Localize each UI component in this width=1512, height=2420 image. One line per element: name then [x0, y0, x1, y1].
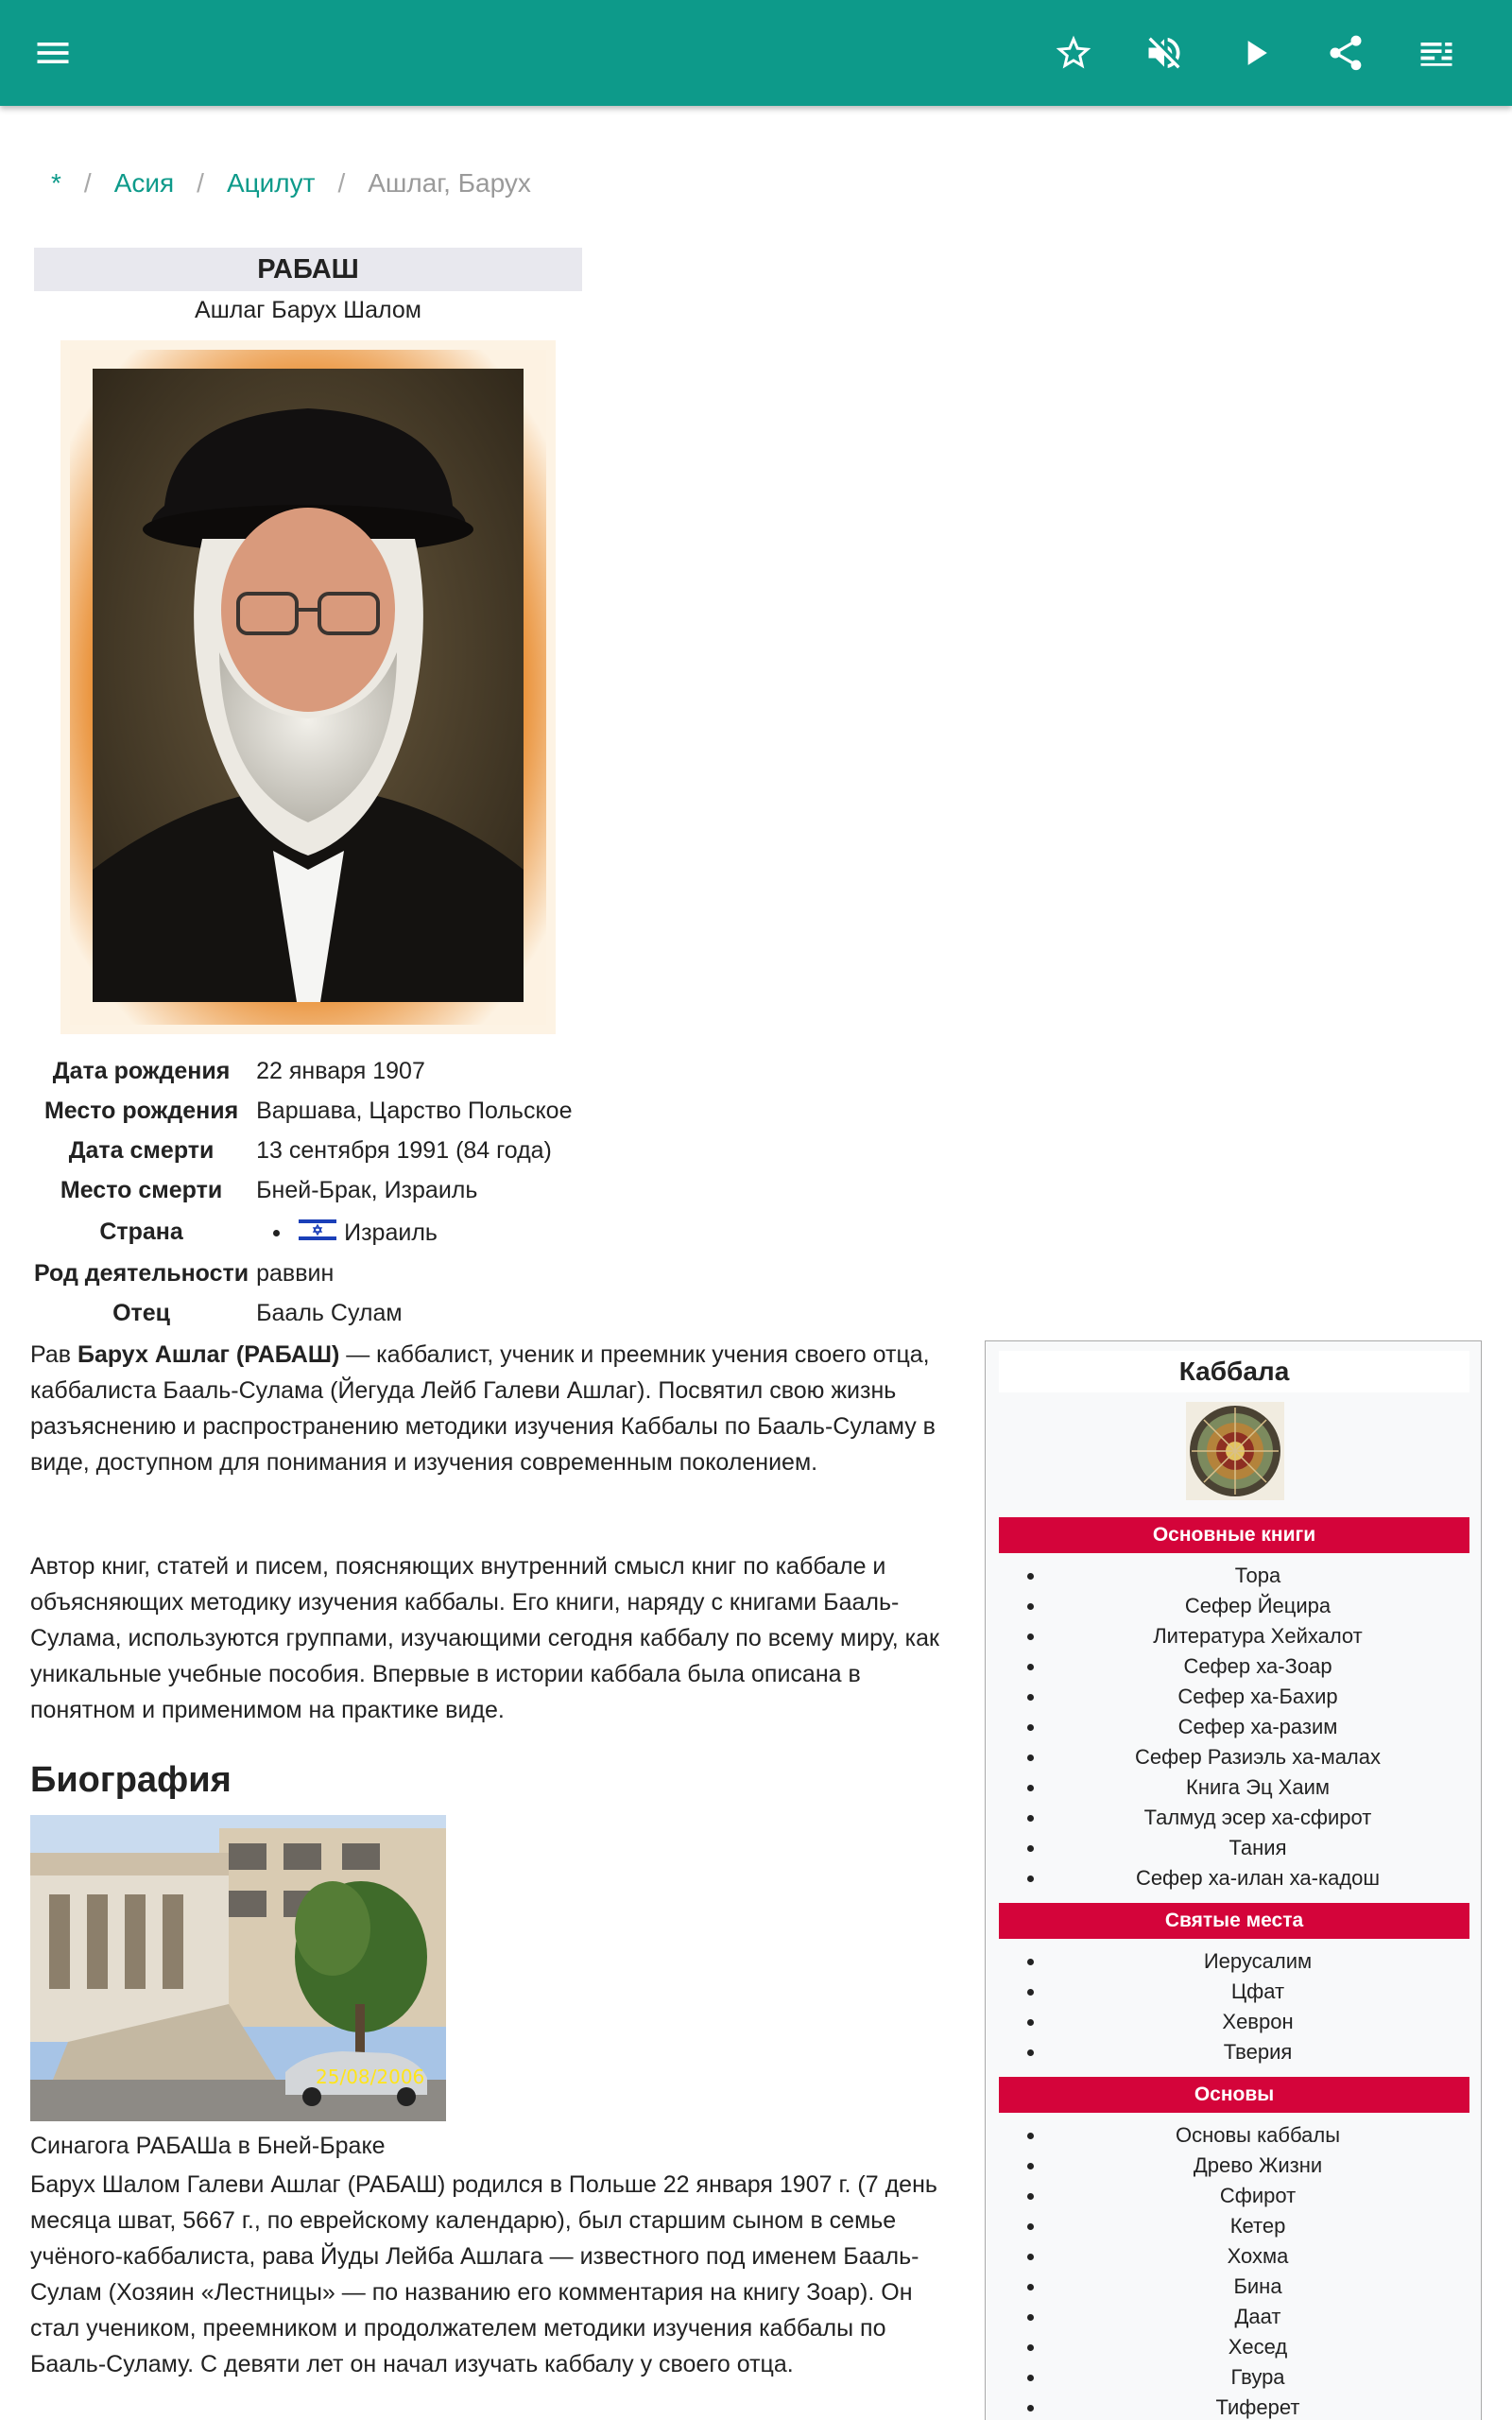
navbox-link[interactable]: Сфирот: [999, 2181, 1469, 2211]
infobox-row: [34, 1131, 572, 1170]
navbox-link[interactable]: Талмуд эсер ха-сфирот: [999, 1803, 1469, 1833]
navbox-link[interactable]: Цфат: [999, 1977, 1469, 2007]
infobox-label: Страна: [99, 1218, 183, 1245]
navbox-link[interactable]: Кетер: [999, 2211, 1469, 2241]
intro-prefix: Рав: [30, 1341, 77, 1368]
infobox-row: [34, 1293, 572, 1333]
infobox-row: [34, 1051, 572, 1091]
infobox-row: [34, 1091, 572, 1131]
menu-button[interactable]: [23, 23, 83, 83]
navbox-link[interactable]: Тания: [999, 1833, 1469, 1863]
bullet: [273, 1230, 280, 1236]
navbox-list-main-books: [999, 1561, 1469, 1893]
favorite-button[interactable]: [1043, 23, 1104, 83]
breadcrumb-separator: /: [337, 168, 346, 198]
navbox-link[interactable]: Древо Жизни: [999, 2151, 1469, 2181]
infobox-row: [34, 1253, 572, 1293]
infobox-value[interactable]: 13 сентября 1991 (84 года): [256, 1136, 552, 1164]
navbox-link[interactable]: Литература Хейхалот: [999, 1621, 1469, 1651]
navbox-section-holy-places[interactable]: Святые места: [999, 1903, 1469, 1939]
portrait-image[interactable]: [60, 340, 556, 1034]
intro-paragraph: [30, 1337, 956, 1480]
infobox-country: [252, 1210, 572, 1253]
breadcrumb-separator: /: [197, 168, 204, 198]
breadcrumb-link-root[interactable]: *: [51, 168, 61, 198]
breadcrumb: [51, 168, 531, 199]
infobox-title: РАБАШ: [34, 248, 582, 291]
infobox-row: [34, 1210, 572, 1253]
navbox-link[interactable]: Сефер ха-Бахир: [999, 1682, 1469, 1712]
navbox-link[interactable]: Хеврон: [999, 2007, 1469, 2037]
navbox-link[interactable]: Даат: [999, 2302, 1469, 2332]
play-icon: [1234, 32, 1276, 74]
infobox-value[interactable]: Бааль Сулам: [256, 1299, 403, 1326]
navbox-title[interactable]: Каббала: [999, 1351, 1469, 1392]
navbox-link[interactable]: Иерусалим: [999, 1946, 1469, 1977]
infobox-value[interactable]: Бней-Брак, Израиль: [256, 1176, 478, 1203]
breadcrumb-current: Ашлаг, Барух: [368, 168, 531, 198]
infobox-value[interactable]: 22 января 1907: [256, 1057, 425, 1084]
navbox-link[interactable]: Сефер Йецира: [999, 1591, 1469, 1621]
israel-flag-icon: [299, 1218, 336, 1242]
navbox-link[interactable]: Тора: [999, 1561, 1469, 1591]
contents-button[interactable]: [1406, 23, 1467, 83]
infobox-label: Дата смерти: [68, 1136, 215, 1164]
infobox-subtitle: Ашлаг Барух Шалом: [195, 297, 421, 323]
kabbalah-navbox: [985, 1340, 1482, 2420]
navbox-list-basics: [999, 2120, 1469, 2420]
playlist-icon: [1416, 32, 1457, 74]
navbox-link[interactable]: Гвура: [999, 2362, 1469, 2393]
navbox-link[interactable]: Сефер ха-илан ха-кадош: [999, 1863, 1469, 1893]
about-paragraph: Автор книг, статей и писем, поясняющих внутренний смысл книг по каббале и объясняющих методику изучения каббалы. Его книги, наряду с книгами Бааль-Сулама, используются группами, изучающими сегодня каббалу по всему миру, как уникальные учебные пособия. Впервые в истории каббала была описана в понятном и применимом на практике виде.: [30, 1553, 939, 1723]
volume-off-icon: [1143, 32, 1185, 74]
biography-paragraph: Барух Шалом Галеви Ашлаг (РАБАШ) родился в Польше 22 января 1907 г. (7 день месяца шват, 5667 г., по еврейскому календарю), был старшим сыном в семье учёного-каббалиста, рава Йуды Лейба Ашлага — известного под именем Бааль-Сулам (Хозяин «Лестницы» — по названию его комментария на книгу Зоар). Он стал учеником, преемником и продолжателем методики изучения каббалы по Бааль-Суламу. С девяти лет он начал изучать каббалу у своего отца.: [30, 2171, 937, 2377]
infobox-value[interactable]: Варшава, Царство Польское: [256, 1097, 573, 1124]
play-button[interactable]: [1225, 23, 1285, 83]
navbox-link[interactable]: Основы каббалы: [999, 2120, 1469, 2151]
intro-text: — каббалист, ученик и преемник учения своего отца, каббалиста Бааль-Сулама (Йегуда Лейб Галеви Ашлаг). Посвятил свою жизнь разъяснению и распространению методики изучения Каббалы по Бааль-Суламу в виде, доступном для понимания и изучения современным поколением.: [30, 1341, 936, 1476]
kabbalah-emblem-image[interactable]: [1186, 1402, 1284, 1500]
infobox-label: Отец: [112, 1299, 171, 1326]
infobox-country-link[interactable]: Израиль: [344, 1219, 438, 1246]
infobox-label: Дата рождения: [52, 1057, 231, 1084]
synagogue-photo[interactable]: [30, 1815, 446, 2121]
navbox-link[interactable]: Бина: [999, 2272, 1469, 2302]
share-button[interactable]: [1315, 23, 1376, 83]
infobox-value[interactable]: раввин: [256, 1259, 335, 1287]
navbox-link[interactable]: Тверия: [999, 2037, 1469, 2067]
share-icon: [1325, 32, 1366, 74]
infobox-table: [34, 1051, 572, 1333]
intro-subject: Барух Ашлаг (РАБАШ): [77, 1341, 340, 1368]
star-outline-icon: [1053, 32, 1094, 74]
app-toolbar: [0, 0, 1512, 106]
navbox-section-main-books[interactable]: Основные книги: [999, 1517, 1469, 1553]
navbox-link[interactable]: Сефер ха-Зоар: [999, 1651, 1469, 1682]
navbox-link[interactable]: Сефер Разиэль ха-малах: [999, 1742, 1469, 1772]
navbox-link[interactable]: Тиферет: [999, 2393, 1469, 2420]
menu-icon: [32, 32, 74, 74]
breadcrumb-link-asia[interactable]: Асия: [113, 168, 175, 198]
mute-button[interactable]: [1134, 23, 1194, 83]
infobox-label: Место рождения: [43, 1097, 239, 1124]
breadcrumb-link-atzilut[interactable]: Ацилут: [226, 168, 316, 198]
infobox-row: [34, 1170, 572, 1210]
photo-date-stamp: 25/08/2006: [316, 2066, 425, 2088]
navbox-section-basics[interactable]: Основы: [999, 2077, 1469, 2113]
section-heading-biography: Биография: [30, 1760, 232, 1800]
navbox-link[interactable]: Сефер ха-разим: [999, 1712, 1469, 1742]
navbox-link[interactable]: Книга Эц Хаим: [999, 1772, 1469, 1803]
photo-caption: Синагога РАБАШа в Бней-Браке: [30, 2133, 386, 2159]
navbox-list-holy-places: [999, 1946, 1469, 2067]
infobox-label: Род деятельности: [34, 1259, 249, 1287]
navbox-link[interactable]: Хохма: [999, 2241, 1469, 2272]
navbox-link[interactable]: Хесед: [999, 2332, 1469, 2362]
infobox-label: Место смерти: [60, 1176, 223, 1203]
breadcrumb-separator: /: [83, 168, 92, 198]
